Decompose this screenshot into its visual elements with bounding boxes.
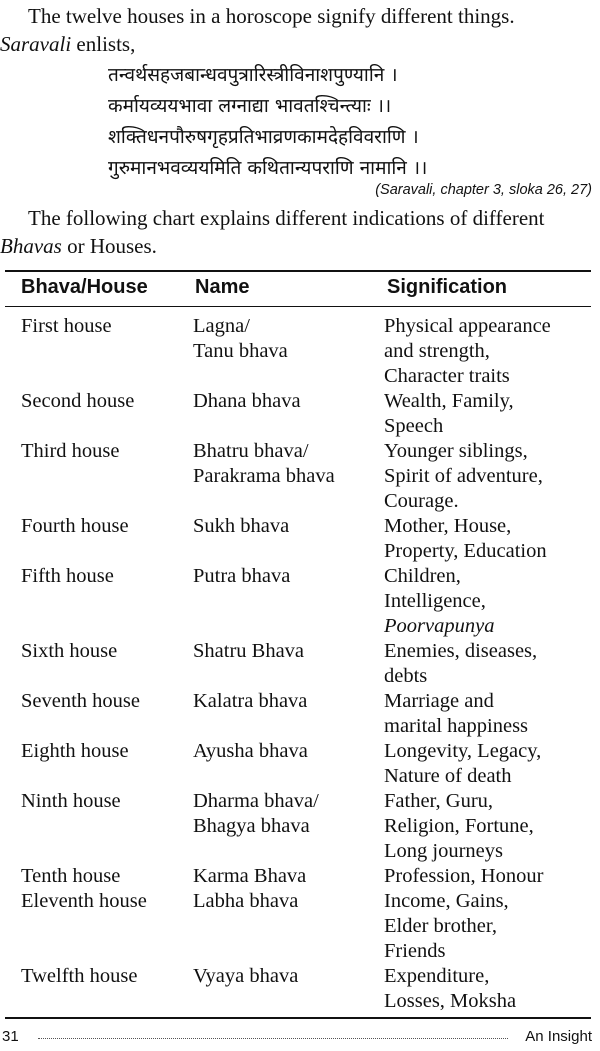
sloka-line: कर्मायव्ययभावा लग्नाद्या भावतश्चिन्त्याः ।।	[108, 95, 392, 117]
cell-name-line: Shatru Bhava	[193, 640, 305, 662]
cell-signification	[384, 789, 599, 864]
cell-house: Eighth house	[21, 740, 129, 762]
cell-signification-line: Enemies, diseases,	[384, 640, 538, 662]
cell-signification	[384, 864, 599, 889]
cell-signification-line: Intelligence,	[384, 590, 486, 612]
cell-house: Fifth house	[21, 565, 114, 587]
cell-name-line: Lagna/	[193, 315, 250, 337]
table-row	[0, 689, 600, 739]
cell-house: Third house	[21, 440, 120, 462]
intro-source: Saravali	[0, 32, 72, 56]
cell-name	[193, 864, 383, 889]
sanskrit-sloka	[108, 60, 593, 184]
cell-signification-line: Losses, Moksha	[384, 990, 517, 1012]
table-row	[0, 889, 600, 964]
sloka-line: तन्वर्थसहजबान्धवपुत्रारिस्त्रीविनाशपुण्यानि ।	[108, 64, 398, 86]
cell-signification-line: Character traits	[384, 365, 510, 387]
cell-house: Seventh house	[21, 690, 140, 712]
table-row	[0, 564, 600, 639]
cell-name-line: Bhatru bhava/	[193, 440, 309, 462]
intro-paragraph	[0, 2, 596, 58]
intro-source-rest: enlists,	[71, 32, 136, 56]
table-top-rule	[5, 270, 591, 272]
cell-signification-line: Income, Gains,	[384, 890, 509, 912]
cell-signification-line: Speech	[384, 415, 444, 437]
cell-name-line: Karma Bhava	[193, 865, 307, 887]
book-title: An Insight	[525, 1028, 592, 1045]
cell-name	[193, 564, 383, 589]
cell-name	[193, 739, 383, 764]
cell-name	[193, 314, 383, 364]
table-row	[0, 964, 600, 1014]
header-name: Name	[195, 276, 250, 298]
cell-house: Twelfth house	[21, 965, 138, 987]
cell-signification	[384, 314, 599, 389]
cell-name	[193, 889, 383, 914]
table-bottom-rule	[5, 1017, 591, 1019]
cell-house: Eleventh house	[21, 890, 147, 912]
chart-intro-term-rest: or Houses.	[61, 234, 157, 258]
cell-name-line: Putra bhava	[193, 565, 291, 587]
cell-house: First house	[21, 315, 112, 337]
cell-name-line: Dhana bhava	[193, 390, 301, 412]
cell-name	[193, 789, 383, 839]
cell-name-line: Ayusha bhava	[193, 740, 308, 762]
cell-signification-line: Longevity, Legacy,	[384, 740, 542, 762]
cell-name-line: Labha bhava	[193, 890, 299, 912]
page-number: 31	[2, 1028, 19, 1045]
cell-signification-line: marital happiness	[384, 715, 529, 737]
cell-signification-line: Profession, Honour	[384, 865, 544, 887]
sloka-citation: (Saravali, chapter 3, sloka 26, 27)	[375, 182, 592, 198]
cell-signification	[384, 439, 599, 514]
chart-intro-text: The following chart explains different indications of different	[28, 206, 545, 230]
cell-signification-line: and strength,	[384, 340, 490, 362]
cell-signification	[384, 964, 599, 1014]
cell-name-line: Vyaya bhava	[193, 965, 299, 987]
table-header-rule	[5, 306, 591, 307]
cell-house: Ninth house	[21, 790, 121, 812]
table-row	[0, 739, 600, 789]
cell-signification-line: Religion, Fortune,	[384, 815, 534, 837]
header-bhava-house: Bhava/House	[21, 276, 148, 298]
chart-intro-paragraph	[0, 204, 598, 260]
cell-house: Sixth house	[21, 640, 118, 662]
table-row	[0, 789, 600, 864]
cell-name-line: Kalatra bhava	[193, 690, 308, 712]
cell-name-line: Bhagya bhava	[193, 815, 310, 837]
cell-name-line: Parakrama bhava	[193, 465, 335, 487]
cell-signification-line: Spirit of adventure,	[384, 465, 543, 487]
cell-name-line: Dharma bhava/	[193, 790, 319, 812]
cell-name	[193, 639, 383, 664]
table-header	[0, 274, 600, 304]
cell-house: Fourth house	[21, 515, 129, 537]
cell-name	[193, 964, 383, 989]
cell-house: Second house	[21, 390, 135, 412]
cell-signification-line: Younger siblings,	[384, 440, 528, 462]
cell-signification-line: Friends	[384, 940, 446, 962]
cell-signification-line: Property, Education	[384, 540, 547, 562]
table-row	[0, 314, 600, 389]
cell-name	[193, 439, 383, 489]
cell-signification-line: Long journeys	[384, 840, 503, 862]
cell-signification-line: debts	[384, 665, 428, 687]
cell-signification-line: Father, Guru,	[384, 790, 494, 812]
cell-name	[193, 689, 383, 714]
cell-name-line: Tanu bhava	[193, 340, 288, 362]
cell-signification-line: Mother, House,	[384, 515, 512, 537]
cell-signification-line: Physical appearance	[384, 315, 551, 337]
table-row	[0, 514, 600, 564]
chart-intro-term: Bhavas	[0, 234, 62, 258]
table-row	[0, 389, 600, 439]
sloka-line: शक्तिधनपौरुषगृहप्रतिभाव्रणकामदेहविवराणि ।	[108, 126, 419, 148]
cell-name-line: Sukh bhava	[193, 515, 290, 537]
header-signification: Signification	[387, 276, 507, 298]
cell-signification	[384, 389, 599, 439]
page-footer	[0, 1028, 600, 1048]
cell-signification	[384, 689, 599, 739]
cell-signification	[384, 514, 599, 564]
cell-signification-line: Courage.	[384, 490, 459, 512]
table-row	[0, 864, 600, 889]
cell-signification	[384, 564, 599, 639]
cell-signification-line: Wealth, Family,	[384, 390, 514, 412]
cell-house: Tenth house	[21, 865, 121, 887]
cell-name	[193, 514, 383, 539]
cell-signification-line: Poorvapunya	[384, 615, 495, 637]
cell-signification-line: Marriage and	[384, 690, 494, 712]
sloka-line: गुरुमानभवव्ययमिति कथितान्यपराणि नामानि ।।	[108, 157, 428, 179]
cell-name	[193, 389, 383, 414]
cell-signification-line: Nature of death	[384, 765, 512, 787]
cell-signification	[384, 889, 599, 964]
cell-signification-line: Expenditure,	[384, 965, 490, 987]
footer-dotted-rule	[38, 1038, 508, 1039]
cell-signification-line: Children,	[384, 565, 461, 587]
cell-signification	[384, 639, 599, 689]
cell-signification	[384, 739, 599, 789]
table-row	[0, 439, 600, 514]
cell-signification-line: Elder brother,	[384, 915, 498, 937]
intro-text: The twelve houses in a horoscope signify different things.	[28, 4, 515, 28]
table-row	[0, 639, 600, 689]
